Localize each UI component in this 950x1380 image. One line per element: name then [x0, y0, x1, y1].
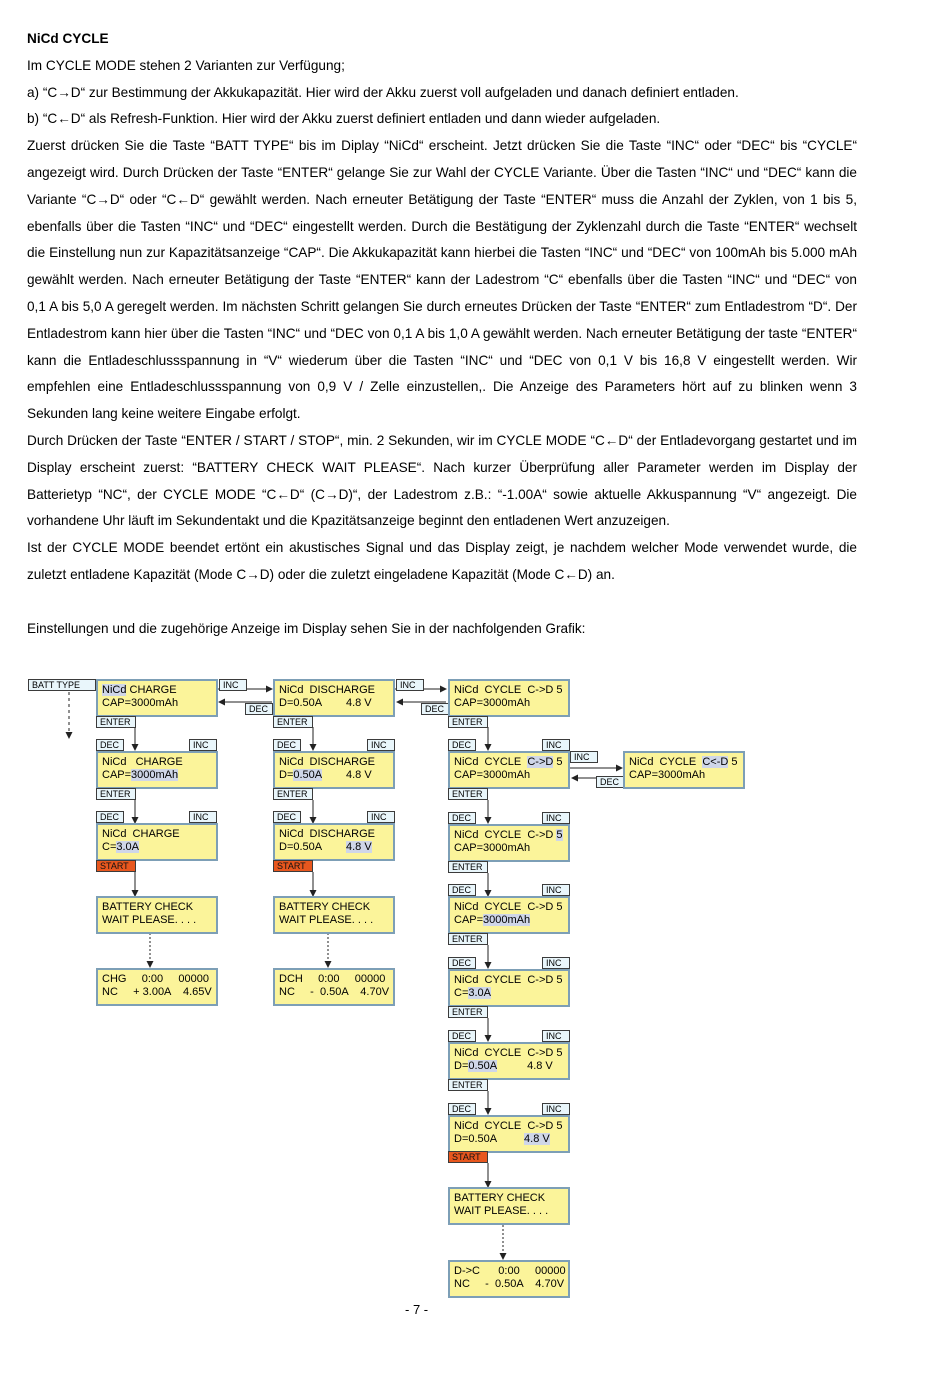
display-battery-check: BATTERY CHECK WAIT PLEASE. . . . [96, 896, 218, 934]
flow-diagram [0, 660, 950, 1310]
paragraph: Ist der CYCLE MODE beendet ertönt ein akustisches Signal und das Display zeigt, je nachdem welcher Mode verwendet wurde, die zuletzt entladene Kapazität (Mode C→D) oder die zuletzt eingeladene Kapazität (Mode C←D) an. [27, 540, 857, 582]
display-cycle-status: D->C 0:00 00000 NC - 0.50A 4.70V [448, 1260, 570, 1298]
inc-button[interactable]: INC [367, 739, 395, 751]
inc-button[interactable]: INC [542, 739, 570, 751]
display-charge-mode: NiCd CHARGE CAP=3000mAh [96, 679, 218, 717]
inc-button[interactable]: INC [542, 884, 570, 896]
paragraph: b) “C←D“ als Refresh-Funktion. Hier wird der Akku zuerst definiert entladen und dann wieder aufgeladen. [27, 111, 661, 127]
enter-button[interactable]: ENTER [273, 788, 313, 800]
display-cycle-variant-reverse: NiCd CYCLE C<-D 5 CAP=3000mAh [623, 751, 745, 789]
dec-button[interactable]: DEC [448, 812, 476, 824]
dec-button[interactable]: DEC [245, 703, 273, 715]
enter-button[interactable]: ENTER [448, 716, 488, 728]
display-discharge-voltage: NiCd DISCHARGE D=0.50A 4.8 V [273, 823, 395, 861]
display-battery-check: BATTERY CHECK WAIT PLEASE. . . . [273, 896, 395, 934]
dec-button[interactable]: DEC [273, 811, 301, 823]
dec-button[interactable]: DEC [421, 703, 449, 715]
paragraph: Durch Drücken der Taste “ENTER / START / STOP“, min. 2 Sekunden, wir im CYCLE MODE “C←D“ der Entladevorgang gestartet und im Display erscheint zuerst: “BATTERY CHECK WAIT PLEASE“. Nach kurzer Überprüfung aller Parameter werden im Display der Batterietyp “NC“, der CYCLE MODE “C←D“ (C→D)“, der Ladestrom z.B.: “-1.00A“ sowie aktuelle Akkuspannung “V“ angezeigt. Die vorhandene Uhr läuft im Sekundentakt und die Kpazitätsanzeige beginnt den entladenen Wert anzuzeigen. [27, 432, 857, 529]
inc-button[interactable]: INC [542, 1103, 570, 1115]
display-cycle-variant: NiCd CYCLE C->D 5 CAP=3000mAh [448, 751, 570, 789]
display-discharge-current: NiCd DISCHARGE D=0.50A 4.8 V [273, 751, 395, 789]
inc-button[interactable]: INC [396, 679, 424, 691]
page-number: - 7 - [405, 1302, 429, 1317]
enter-button[interactable]: ENTER [273, 716, 313, 728]
display-charge-status: CHG 0:00 00000 NC + 3.00A 4.65V [96, 968, 218, 1006]
display-charge-current: NiCd CHARGE C=3.0A [96, 823, 218, 861]
section-heading: NiCd CYCLE [27, 31, 109, 46]
display-discharge-mode: NiCd DISCHARGE D=0.50A 4.8 V [273, 679, 395, 717]
enter-button[interactable]: ENTER [448, 861, 488, 873]
inc-button[interactable]: INC [542, 957, 570, 969]
inc-button[interactable]: INC [219, 679, 247, 691]
dec-button[interactable]: DEC [448, 957, 476, 969]
display-cycle-capacity: NiCd CYCLE C->D 5 CAP=3000mAh [448, 896, 570, 934]
inc-button[interactable]: INC [189, 739, 217, 751]
dec-button[interactable]: DEC [448, 739, 476, 751]
paragraph: Zuerst drücken Sie die Taste “BATT TYPE“ bis im Diplay “NiCd“ erscheint. Jetzt drücken Sie die Taste “INC“ oder “DEC“ bis “CYCLE“ angezeigt wird. Durch Drücken der Taste “ENTER“ gelange Sie zur Wahl der CYCLE Variante. Über die Tasten “INC“ und “DEC“ kann die Variante “C→D“ oder “C←D“ gewählt werden. Nach erneuter Betätigung der Taste “ENTER“ muss die Anzahl der Zyklen, von 1 bis 5, ebenfalls über die Tasten “INC“ und “DEC“ eingestellt werden. Durch die Bestätigung der Zyklenzahl durch die Taste “ENTER“ wechselt die Einstellung nun zur Kapazitätsanzeige “CAP“. Die Akkukapazität kann hierbei die Tasten “INC“ und “DEC“ von 100mAh bis 5.000 mAh gewählt werden. Nach erneuter Betätigung der Taste “ENTER“ kann der Ladestrom “C“ ebenfalls über die Tasten “INC“ und “DEC“ von 0,1 A bis 5,0 A geregelt werden. Im nächsten Schritt gelangen Sie durch erneutes Drücken der Taste “ENTER“ zum Entladestrom “D“. Der Entladestrom kann hier über die Tasten “INC“ und “DEC von 0,1 A bis 1,0 A gewählt werden. Nach erneuter Betätigung der taste “ENTER“ kann die Entladeschlussspannung in “V“ wiederum über die Tasten “INC“ und “DEC von 0,1 V bis 16,8 V eingestellt werden. Wir empfehlen eine Entladeschlussspannung von 0,9 V / Zelle einzustellen,. Die Anzeige des Parameters hört auf zu blinken wenn 3 Sekunden lang keine weitere Eingabe erfolgt. [27, 138, 857, 422]
display-discharge-status: DCH 0:00 00000 NC - 0.50A 4.70V [273, 968, 395, 1006]
display-cycle-charge-current: NiCd CYCLE C->D 5 C=3.0A [448, 969, 570, 1007]
start-button[interactable]: START [96, 860, 136, 872]
inc-button[interactable]: INC [570, 751, 598, 763]
enter-button[interactable]: ENTER [96, 716, 136, 728]
dec-button[interactable]: DEC [448, 1030, 476, 1042]
paragraph: Einstellungen und die zugehörige Anzeige im Display sehen Sie in der nachfolgenden Grafik: [27, 620, 586, 636]
dec-button[interactable]: DEC [273, 739, 301, 751]
display-cycle-mode: NiCd CYCLE C->D 5 CAP=3000mAh [448, 679, 570, 717]
dec-button[interactable]: DEC [596, 776, 624, 788]
enter-button[interactable]: ENTER [448, 1006, 488, 1018]
inc-button[interactable]: INC [542, 1030, 570, 1042]
enter-button[interactable]: ENTER [448, 788, 488, 800]
display-cycle-count: NiCd CYCLE C->D 5 CAP=3000mAh [448, 824, 570, 862]
paragraph: Im CYCLE MODE stehen 2 Varianten zur Verfügung; [27, 57, 345, 73]
display-cycle-discharge-current: NiCd CYCLE C->D 5 D=0.50A 4.8 V [448, 1042, 570, 1080]
enter-button[interactable]: ENTER [448, 1079, 488, 1091]
display-cycle-discharge-voltage: NiCd CYCLE C->D 5 D=0.50A 4.8 V [448, 1115, 570, 1153]
enter-button[interactable]: ENTER [448, 933, 488, 945]
inc-button[interactable]: INC [542, 812, 570, 824]
batt-type-button[interactable]: BATT TYPE [28, 679, 96, 691]
inc-button[interactable]: INC [189, 811, 217, 823]
paragraph: a) “C→D“ zur Bestimmung der Akkukapazität. Hier wird der Akku zuerst voll aufgeladen und danach definiert entladen. [27, 84, 739, 100]
start-button[interactable]: START [448, 1151, 488, 1163]
body-text [27, 26, 857, 642]
inc-button[interactable]: INC [367, 811, 395, 823]
dec-button[interactable]: DEC [448, 884, 476, 896]
start-button[interactable]: START [273, 860, 313, 872]
enter-button[interactable]: ENTER [96, 788, 136, 800]
dec-button[interactable]: DEC [96, 811, 124, 823]
dec-button[interactable]: DEC [96, 739, 124, 751]
dec-button[interactable]: DEC [448, 1103, 476, 1115]
display-charge-capacity: NiCd CHARGE CAP=3000mAh [96, 751, 218, 789]
display-battery-check: BATTERY CHECK WAIT PLEASE. . . . [448, 1187, 570, 1225]
